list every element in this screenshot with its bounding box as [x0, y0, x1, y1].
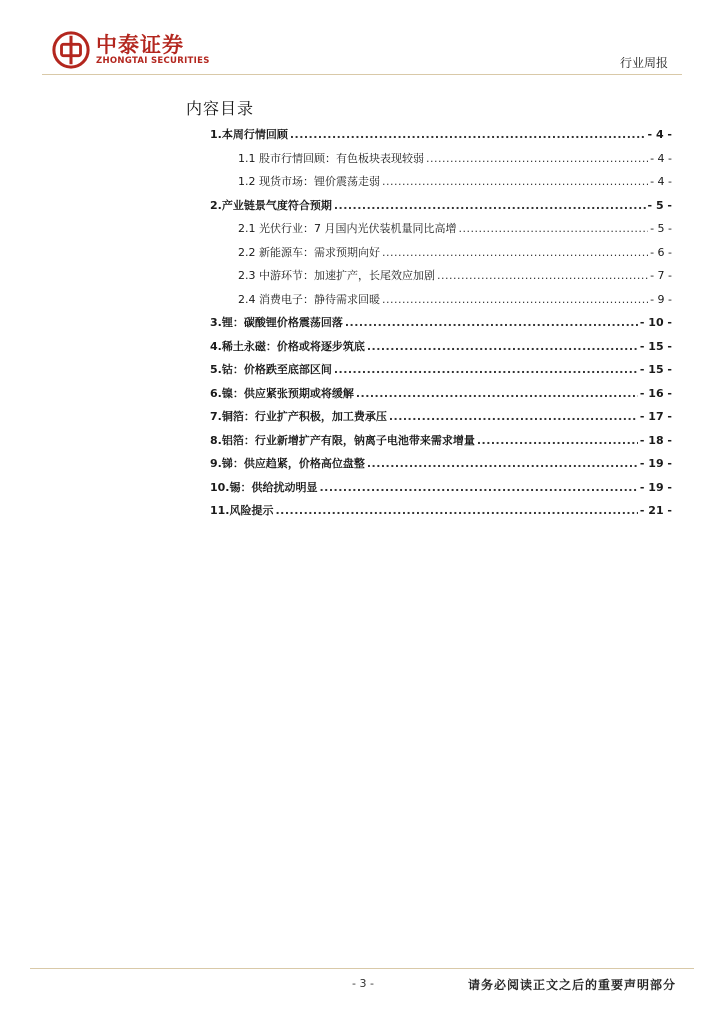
toc-entry-page: - 4 - — [650, 175, 672, 188]
toc-entry[interactable] — [210, 126, 672, 150]
toc-dot-leader — [437, 269, 648, 282]
toc-dot-leader — [477, 434, 638, 447]
toc-dot-leader — [320, 481, 638, 494]
toc-entry[interactable] — [210, 220, 672, 244]
toc-entry-label: 1.1 股市行情回顾：有色板块表现较弱 — [238, 151, 424, 165]
toc-entry[interactable] — [210, 150, 672, 174]
report-type-label: 行业周报 — [619, 56, 668, 70]
logo-english-name: ZHONGTAI SECURITIES — [96, 55, 210, 66]
toc-dot-leader — [382, 293, 648, 306]
toc-entry-page: - 15 - — [639, 363, 672, 376]
toc-entry[interactable] — [210, 291, 672, 315]
toc-entry[interactable] — [210, 314, 672, 338]
toc-entry-label: 10.锡：供给扰动明显 — [210, 480, 318, 494]
footer-divider — [30, 968, 694, 969]
toc-entry-label: 6.镍：供应紧张预期或将缓解 — [210, 386, 354, 400]
page-number: - 3 - — [352, 977, 374, 990]
header-divider — [42, 74, 682, 75]
toc-entry-page: - 17 - — [639, 410, 672, 423]
toc-entry-page: - 9 - — [650, 292, 672, 306]
toc-dot-leader — [389, 410, 638, 423]
toc-dot-leader — [458, 222, 648, 235]
toc-entry-page: - 4 - — [650, 151, 672, 165]
toc-dot-leader — [345, 316, 638, 329]
toc-entry-label: 2.2 新能源车：需求预期向好 — [238, 245, 380, 259]
toc-entry-label: 8.铝箔：行业新增扩产有限，钠离子电池带来需求增量 — [210, 433, 475, 447]
toc-entry-label: 2.3 中游环节：加速扩产，长尾效应加剧 — [238, 269, 435, 282]
toc-entry-label: 4.稀土永磁：价格或将逐步筑底 — [210, 339, 365, 353]
toc-entry-label: 2.4 消费电子：静待需求回暖 — [238, 292, 380, 306]
toc-dot-leader — [276, 504, 638, 517]
toc-entry-label: 7.铜箔：行业扩产积极，加工费承压 — [210, 410, 387, 423]
toc-entry-page: - 21 - — [639, 504, 672, 517]
toc-dot-leader — [290, 128, 646, 141]
toc-entry-page: - 7 - — [650, 269, 672, 282]
toc-entry[interactable] — [210, 338, 672, 362]
toc-entry[interactable] — [210, 197, 672, 221]
toc-entry-page: - 19 - — [639, 457, 672, 470]
toc-entry-label: 11.风险提示 — [210, 504, 274, 517]
toc-entry-page: - 18 - — [639, 433, 672, 447]
toc-entry[interactable] — [210, 361, 672, 385]
toc-entry[interactable] — [210, 173, 672, 197]
toc-entry[interactable] — [210, 385, 672, 409]
logo-chinese-name: 中泰证券 — [96, 32, 184, 57]
toc-title: 内容目录 — [186, 99, 255, 118]
toc-dot-leader — [334, 363, 638, 376]
toc-entry-page: - 10 - — [639, 316, 672, 329]
toc-entry-page: - 6 - — [650, 245, 672, 259]
toc-entry-label: 9.锑：供应趋紧，价格高位盘整 — [210, 457, 365, 470]
toc-entry-page: - 5 - — [650, 222, 672, 235]
toc-entry-label: 3.锂：碳酸锂价格震荡回落 — [210, 316, 343, 329]
toc-dot-leader — [426, 152, 648, 165]
toc-dot-leader — [382, 175, 648, 188]
toc-entry[interactable] — [210, 455, 672, 479]
table-of-contents — [210, 126, 672, 526]
toc-entry-page: - 4 - — [647, 128, 672, 141]
toc-dot-leader — [334, 199, 646, 212]
toc-entry[interactable] — [210, 267, 672, 291]
footer-disclaimer: 请务必阅读正文之后的重要声明部分 — [467, 978, 676, 992]
toc-entry-label: 1.本周行情回顾 — [210, 128, 288, 141]
toc-entry-page: - 5 - — [647, 198, 672, 212]
toc-entry[interactable] — [210, 502, 672, 526]
toc-entry[interactable] — [210, 244, 672, 268]
toc-dot-leader — [382, 246, 648, 259]
toc-entry-label: 2.产业链景气度符合预期 — [210, 198, 332, 212]
toc-entry-page: - 15 - — [639, 339, 672, 353]
toc-entry[interactable] — [210, 479, 672, 503]
toc-dot-leader — [367, 340, 638, 353]
toc-dot-leader — [367, 457, 638, 470]
toc-entry-label: 1.2 现货市场：锂价震荡走弱 — [238, 175, 380, 188]
toc-entry-label: 5.钴：价格跌至底部区间 — [210, 363, 332, 376]
toc-entry[interactable] — [210, 408, 672, 432]
toc-dot-leader — [356, 387, 638, 400]
toc-entry-page: - 16 - — [639, 386, 672, 400]
toc-entry-page: - 19 - — [639, 480, 672, 494]
toc-entry-label: 2.1 光伏行业：7 月国内光伏装机量同比高增 — [238, 222, 457, 235]
zhongtai-logo-icon — [52, 31, 90, 69]
company-logo — [52, 30, 210, 70]
toc-entry[interactable] — [210, 432, 672, 456]
